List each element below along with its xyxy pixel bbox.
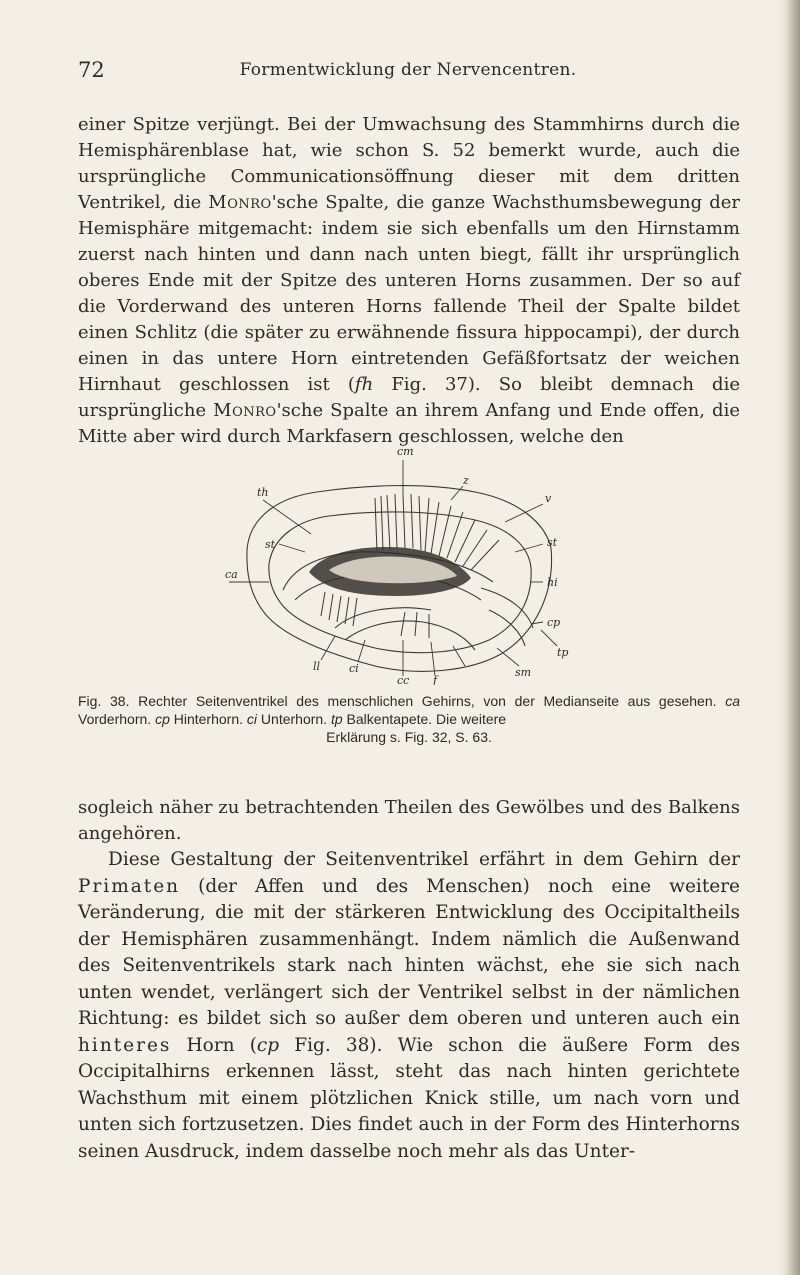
label-ll: ll xyxy=(313,660,321,673)
label-th: th xyxy=(257,486,269,499)
paragraph-3-text-a: Diese Gestaltung der Seitenventrikel erfährt in dem Gehirn der xyxy=(108,849,740,870)
caption-abbr-ci: ci xyxy=(246,711,258,727)
author-name-monro-2: Monro xyxy=(213,400,277,421)
caption-abbr-cp: cp xyxy=(155,711,170,727)
label-ci: ci xyxy=(349,662,359,675)
caption-text-4: Unterhorn. xyxy=(257,711,331,727)
paragraph-1 xyxy=(78,112,740,450)
paragraph-1-text-a: einer Spitze verjüngt. Bei der Umwachsung des Stammhirns durch die Hemisphärenblase hat, wie schon S. 52 bemerkt wurde, auch die ursprüngliche Communicationsöffnung dieser mit dem dritten Ventrikel, die xyxy=(78,114,740,213)
label-sm: sm xyxy=(515,666,532,679)
paragraph-3 xyxy=(78,847,740,1165)
caption-abbr-ca: ca xyxy=(725,693,740,709)
label-tp: tp xyxy=(557,646,569,659)
caption-text-2: Vorderhorn. xyxy=(78,711,156,727)
label-cc: cc xyxy=(397,674,410,685)
caption-text-1: Rechter Seitenventrikel des menschlichen Gehirns, von der Medianseite aus gesehen. xyxy=(129,693,726,709)
paragraph-3-text-c: Horn ( xyxy=(171,1034,257,1056)
author-name-monro: Monro xyxy=(208,192,272,213)
figure-caption xyxy=(78,692,740,746)
figure-ref-fh: fh xyxy=(354,374,374,395)
paragraph-3-text-b: (der Affen und des Menschen) noch eine weitere Veränderung, die mit der stärkeren Entwicklung des Occipitaltheils der Hemisphären zusammenhängt. Indem nämlich die Außenwand des Seitenventrikels stark nach hinten wächst, ehe sie sich nach unten wendet, verlängert sich der Ventrikel selbst in der nämlichen Richtung: es bildet sich so außer dem oberen und unteren auch ein xyxy=(78,875,740,1029)
label-z: z xyxy=(463,474,469,487)
page-number: 72 xyxy=(78,58,105,82)
label-cm: cm xyxy=(397,445,414,458)
paragraph-2: sogleich näher zu betrachtenden Theilen des Gewölbes und des Balkens angehören. xyxy=(78,797,740,844)
running-title: Formentwicklung der Nervencentren. xyxy=(239,60,577,80)
paragraph-1-text-d: 'sche Spalte an ihrem Anfang und Ende offen, die Mitte aber wird durch Markfasern geschlossen, welche den xyxy=(78,400,740,447)
label-ca: ca xyxy=(225,568,238,581)
label-st-left: st xyxy=(265,538,276,551)
label-cp: cp xyxy=(547,616,561,629)
paragraph-1-text-b: 'sche Spalte, die ganze Wachsthumsbewegung der Hemisphäre mitgemacht: indem sie sich ebenfalls um den Hirnstamm zuerst nach hinten und dann nach unten biegt, fällt ihr ursprünglich oberes Ende mit der Spitze des unteren Horns zusammen. Der so auf die Vorderwand des unteren Horns fallende Theil der Spalte bildet einen Schlitz (die später zu erwähnende fissura hippocampi), der durch einen in das untere Horn eintretenden Gefäßfortsatz der weichen Hirnhaut geschlossen ist ( xyxy=(78,192,740,395)
label-v: v xyxy=(545,492,552,505)
figure-ref-cp: cp xyxy=(256,1034,280,1056)
ventricle-drawing xyxy=(225,440,585,685)
page-header xyxy=(78,58,738,88)
emphasis-primaten: Primaten xyxy=(78,875,181,897)
posterior-horn xyxy=(481,588,533,628)
caption-abbr-tp: tp xyxy=(330,711,343,727)
caption-fig-number: Fig. 38. xyxy=(78,693,130,709)
emphasis-hinteres: hinteres xyxy=(78,1034,172,1056)
paragraph-1-text-c: Fig. 37). So bleibt demnach die ursprüngliche xyxy=(78,374,740,421)
caption-text-3: Hinterhorn. xyxy=(169,711,247,727)
label-hi: hi xyxy=(547,576,558,589)
paragraph-3-text-d: Fig. 38). Wie schon die äußere Form des Occipitalhirns erkennen lässt, steht das nach hinten gerichtete Wachsthum mit einem plötzlichen Knick stille, um nach vorn und unten sich fortzusetzen. Dies findet auch in der Form des Hinterhorns seinen Ausdruck, indem dasselbe noch mehr als das Unter- xyxy=(78,1034,740,1162)
caption-text-5: Balkentapete. Die weitere xyxy=(342,711,507,727)
figure-38-illustration xyxy=(225,440,585,685)
caption-line-2: Erklärung s. Fig. 32, S. 63. xyxy=(326,729,492,745)
label-st-right: st xyxy=(547,536,558,549)
page-edge-shadow xyxy=(778,0,800,1275)
label-f: f xyxy=(433,674,438,685)
